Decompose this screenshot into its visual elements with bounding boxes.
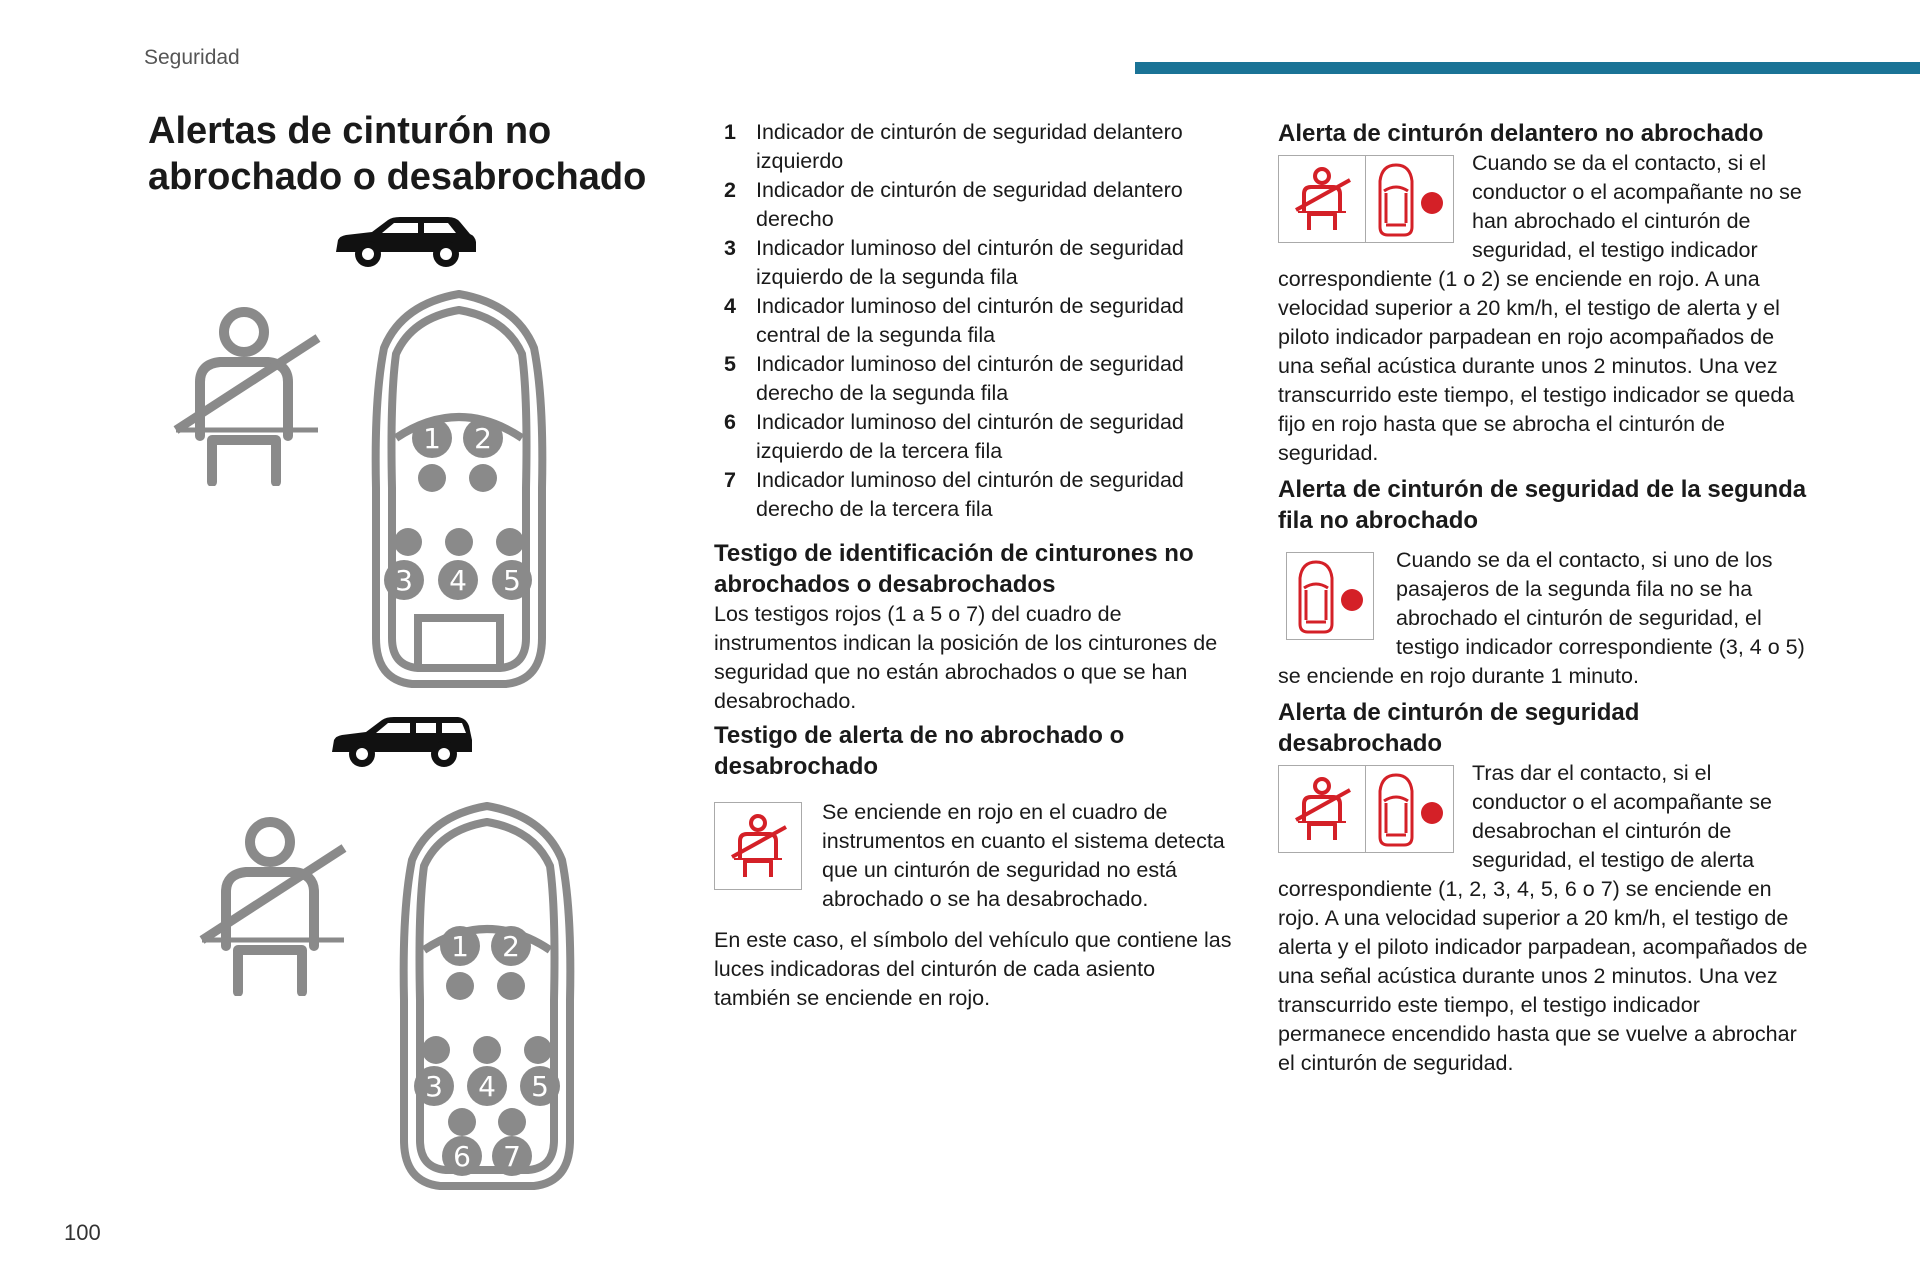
warning-lamp-body: Se enciende en rojo en el cuadro de instrumentos en cuanto el sistema detecta que un cinturón de seguridad no está abrochado o se ha desabrochado. <box>822 800 1225 911</box>
seat7-label-6: 6 <box>453 1140 471 1173</box>
seat7-label-3: 3 <box>425 1070 443 1103</box>
car-seat-indicator-icon <box>1286 552 1374 640</box>
warning-lamp-block <box>714 798 1234 914</box>
seatbelt-person-icon <box>172 306 322 486</box>
seat7-label-2: 2 <box>502 930 520 963</box>
seat-markers-5 <box>366 288 552 690</box>
unfastened-alert-icons <box>1278 765 1454 853</box>
suv-silhouette-icon <box>330 212 480 270</box>
column-middle <box>714 118 1234 1013</box>
second-row-icon-wrap <box>1286 552 1374 640</box>
seatbelt-warning-icon <box>1278 765 1366 853</box>
legend-text: Indicador de cinturón de seguridad delantero izquierdo <box>756 120 1183 173</box>
seat-label-3: 3 <box>395 564 413 597</box>
seat-label-2: 2 <box>474 422 492 455</box>
legend-text: Indicador luminoso del cinturón de seguridad derecho de la tercera fila <box>756 468 1184 521</box>
legend-number: 1 <box>724 120 736 144</box>
seat-label-1: 1 <box>423 422 441 455</box>
legend-text: Indicador luminoso del cinturón de seguridad central de la segunda fila <box>756 294 1184 347</box>
legend-text: Indicador luminoso del cinturón de seguridad izquierdo de la tercera fila <box>756 410 1184 463</box>
legend-item <box>714 234 1234 292</box>
legend-list <box>714 118 1234 524</box>
front-alert-heading: Alerta de cinturón delantero no abrochado <box>1278 120 1764 147</box>
seatbelt-warning-icon <box>1278 155 1366 243</box>
legend-text: Indicador luminoso del cinturón de seguridad derecho de la segunda fila <box>756 352 1184 405</box>
second-row-heading: Alerta de cinturón de seguridad de la segunda fila no abrochado <box>1278 476 1807 534</box>
legend-text: Indicador de cinturón de seguridad delantero derecho <box>756 178 1183 231</box>
legend-item <box>714 408 1234 466</box>
legend-number: 6 <box>724 410 736 434</box>
front-alert-icons <box>1278 155 1454 243</box>
car-seat-indicator-icon <box>1366 155 1454 243</box>
seat7-label-1: 1 <box>451 930 469 963</box>
seatbelt-person-icon-2 <box>198 816 348 996</box>
seat-label-4: 4 <box>449 564 467 597</box>
unfastened-heading: Alerta de cinturón de seguridad desabrochado <box>1278 699 1640 757</box>
seat7-label-5: 5 <box>531 1070 549 1103</box>
legend-number: 7 <box>724 468 736 492</box>
legend-number: 2 <box>724 178 736 202</box>
column-right <box>1278 118 1808 1078</box>
warning-lamp-heading: Testigo de alerta de no abrochado o desabrochado <box>714 722 1125 780</box>
section-label: Seguridad <box>144 46 240 69</box>
warning-lamp-after: En este caso, el símbolo del vehículo que contiene las luces indicadoras del cinturón de cada asiento también se enciende en rojo. <box>714 928 1232 1010</box>
seat7-label-7: 7 <box>503 1140 521 1173</box>
seatbelt-warning-icon <box>714 802 802 890</box>
header-accent-bar <box>1135 62 1920 74</box>
legend-item <box>714 350 1234 408</box>
legend-text: Indicador luminoso del cinturón de seguridad izquierdo de la segunda fila <box>756 236 1184 289</box>
legend-item <box>714 292 1234 350</box>
unfastened-body: Tras dar el contacto, si el conductor o el acompañante se desabrochan el cinturón de seguridad, el testigo de alerta correspondiente (1, 2, 3, 4, 5, 6 o 7) se enciende en rojo. A una velocidad superior a 20 km/h, el testigo de alerta y el piloto indicador parpadean, acompañados de una señal acústica durante unos 2 minutos. Una vez transcurrido este tiempo, el testigo indicador permanece encendido hasta que se vuelve a abrochar el cinturón de seguridad. <box>1278 761 1808 1075</box>
legend-item <box>714 118 1234 176</box>
seat-label-5: 5 <box>503 564 521 597</box>
mpv-silhouette-icon <box>326 712 476 770</box>
legend-item <box>714 466 1234 524</box>
seat7-label-4: 4 <box>478 1070 496 1103</box>
legend-item <box>714 176 1234 234</box>
car-top-view-7-seats <box>394 800 580 1190</box>
identification-heading: Testigo de identificación de cinturones no abrochados o desabrochados <box>714 540 1194 598</box>
legend-number: 3 <box>724 236 736 260</box>
second-row-body: Cuando se da el contacto, si uno de los pasajeros de la segunda fila no se ha abrochado el cinturón de seguridad, el testigo indicador correspondiente (3, 4 o 5) se enciende en rojo durante 1 minuto. <box>1278 548 1805 688</box>
page-number: 100 <box>64 1220 101 1245</box>
front-alert-body: Cuando se da el contacto, si el conductor o el acompañante no se han abrochado el cinturón de seguridad, el testigo indicador correspondiente (1 o 2) se enciende en rojo. A una velocidad superior a 20 km/h, el testigo de alerta y el piloto indicador parpadean en rojo acompañados de una señal acústica durante unos 2 minutos. Una vez transcurrido este tiempo, el testigo indicador se queda fijo en rojo hasta que se abrocha el cinturón de seguridad. <box>1278 151 1802 465</box>
identification-body: Los testigos rojos (1 a 5 o 7) del cuadro de instrumentos indican la posición de los cinturones de seguridad que no están abrochados o que se han desabrochado. <box>714 602 1218 713</box>
car-seat-indicator-icon <box>1366 765 1454 853</box>
legend-number: 5 <box>724 352 736 376</box>
legend-number: 4 <box>724 294 736 318</box>
page-title: Alertas de cinturón no abrochado o desabrochado <box>148 110 647 198</box>
